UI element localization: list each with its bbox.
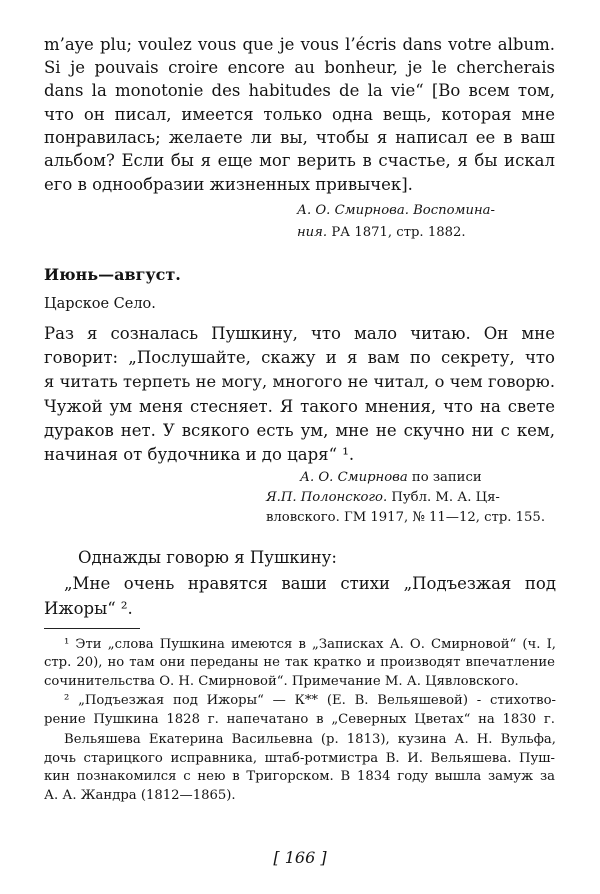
text-line: что он писал, имеется только одна вещь, которая мне — [44, 105, 555, 124]
source-reference: РА 1871, стр. 1882. — [331, 225, 466, 240]
text-line: начиная от будочника и до царя“ ¹. — [44, 445, 355, 464]
footnote-line: сочинительства О. Н. Смирновой“. Примечание М. А. Цявловского. — [44, 674, 519, 689]
source-citation-1: А. О. Смирнова. Воспомина- — [297, 203, 495, 218]
text-line: Чужой ум меня стесняет. Я такого мнения, что на свете — [44, 397, 555, 416]
text-line: я читать терпеть не могу, многого не читал, о чем говорю. — [44, 372, 555, 391]
footnote-line: ² „Подъезжая под Ижоры“ — К** (Е. В. Вельяшевой) - стихотво- — [64, 693, 556, 708]
text-line: его в однообразии жизненных привычек]. — [44, 175, 413, 194]
source-italic: А. О. Смирнова — [300, 470, 408, 485]
source-citation-2c: вловского. ГМ 1917, № 11—12, стр. 155. — [266, 510, 546, 525]
text-line: Ижоры“ ². — [44, 599, 133, 618]
text-line: говорит: „Послушайте, скажу и я вам по секрету, что — [44, 348, 555, 367]
footnote-line: А. А. Жандра (1812—1865). — [44, 788, 236, 803]
text-line: Раз я созналась Пушкину, что мало читаю. Он мне — [44, 324, 555, 343]
footnote-line: ¹ Эти „слова Пушкина имеются в „Записках А. О. Смирновой“ (ч. I, — [64, 637, 556, 652]
source-reference: Публ. М. А. Ця- — [391, 490, 500, 505]
footnote-line: дочь старицкого исправника, штаб-ротмистра В. И. Вельяшева. Пуш- — [44, 751, 555, 766]
footnote-line: рение Пушкина 1828 г. напечатано в „Северных Цветах“ на 1830 г. — [44, 712, 555, 727]
page-number: [ 166 ] — [273, 848, 327, 867]
place-label: Царское Село. — [44, 296, 156, 312]
footnote-line: кин познакомился с нею в Тригорском. В 1834 году вышла замуж за — [44, 769, 555, 784]
source-citation-2 — [300, 470, 482, 485]
text-line: Si je pouvais croire encore au bonheur, je le chercherais — [44, 58, 555, 77]
text-line: „Мне очень нравятся ваши стихи „Подъезжая под — [64, 574, 556, 593]
text-line: альбом? Если бы я еще мог верить в счастье, я бы искал — [44, 151, 555, 170]
source-reference: по записи — [411, 470, 482, 485]
text-line: Однажды говорю я Пушкину: — [78, 548, 337, 567]
footnote-line: стр. 20), но там они переданы не так кратко и производят впечатление — [44, 655, 555, 670]
source-italic: Я.П. Полонского. — [266, 490, 388, 505]
text-line: понравилась; желаете ли вы, чтобы я написал ее в ваш — [44, 128, 555, 147]
text-line: m’aye plu; voulez vous que je vous l’écris dans votre album. — [44, 35, 555, 54]
source-citation-1b — [297, 225, 466, 240]
source-italic: ния. — [297, 225, 328, 240]
footnote-line: Вельяшева Екатерина Васильевна (р. 1813), кузина А. Н. Вульфа, — [64, 732, 556, 747]
section-heading: Июнь—август. — [44, 265, 181, 284]
text-line: dans la monotonie des habitudes de la vie“ [Во всем том, — [44, 81, 555, 100]
footnote-rule — [44, 628, 140, 629]
text-line: дураков нет. У всякого есть ум, мне не скучно ни с кем, — [44, 421, 555, 440]
source-citation-2b — [266, 490, 500, 505]
